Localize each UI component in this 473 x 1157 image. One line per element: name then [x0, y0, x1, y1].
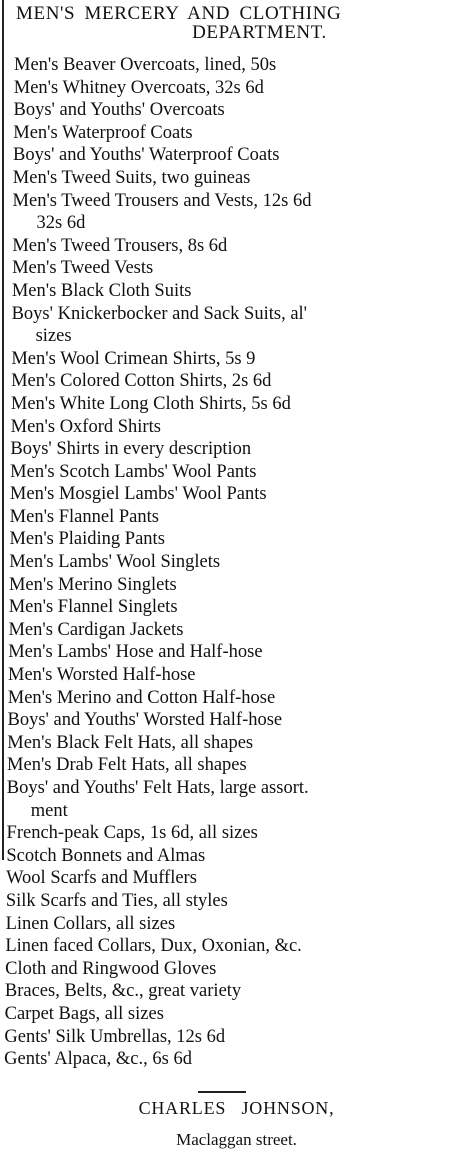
- list-item: [0, 596, 473, 619]
- list-item-text: Gents' Alpaca, &c., 6s 6d: [4, 1049, 192, 1070]
- list-item: [0, 845, 473, 868]
- list-item: [0, 77, 473, 100]
- list-item-text: Men's Black Cloth Suits: [11, 280, 192, 301]
- list-item-text: Carpet Bags, all sizes: [4, 1003, 164, 1024]
- list-item: [0, 687, 473, 710]
- list-item-text: Wool Scarfs and Mufflers: [6, 868, 197, 889]
- list-item: [0, 1026, 473, 1049]
- list-item: [0, 709, 473, 732]
- merchant-address: Maclaggan street.: [176, 1130, 297, 1149]
- advertisement-heading: [14, 4, 469, 42]
- list-item-text: Men's Scotch Lambs' Wool Pants: [10, 461, 257, 482]
- merchant-name: CHARLES JOHNSON,: [138, 1098, 335, 1118]
- list-item-text: Men's Wool Crimean Shirts, 5s 9: [11, 348, 256, 369]
- list-item: [0, 393, 473, 416]
- list-item: [0, 822, 473, 845]
- list-item-text: Men's Waterproof Coats: [13, 122, 193, 143]
- list-item: [0, 144, 473, 167]
- list-item: [0, 190, 473, 235]
- list-item-text: Gents' Silk Umbrellas, 12s 6d: [4, 1026, 226, 1047]
- list-item-text: Men's Whitney Overcoats, 32s 6d: [13, 77, 264, 98]
- list-item: [0, 980, 473, 1003]
- list-item-text: Men's Black Felt Hats, all shapes: [7, 732, 254, 753]
- list-item: [0, 890, 473, 913]
- list-item: [0, 483, 473, 506]
- list-item-continuation: 32s 6d: [36, 213, 86, 234]
- list-item-text: Men's Flannel Singlets: [8, 597, 178, 618]
- list-item: [0, 438, 473, 461]
- list-item: [0, 528, 473, 551]
- list-item: [0, 777, 473, 822]
- list-item-text: Men's Oxford Shirts: [10, 416, 161, 437]
- list-item-continuation: ment: [30, 800, 68, 821]
- list-item-text: Men's Tweed Trousers and Vests, 12s 6d: [12, 190, 312, 211]
- list-item: [0, 416, 473, 439]
- list-item-text: Men's Flannel Pants: [9, 506, 159, 527]
- list-item: [0, 370, 473, 393]
- list-item: [0, 122, 473, 145]
- list-item: [0, 99, 473, 122]
- list-item: [0, 506, 473, 529]
- list-item-text: Scotch Bonnets and Almas: [6, 845, 206, 866]
- list-item: [0, 348, 473, 371]
- list-item: [0, 935, 473, 958]
- list-item: [0, 551, 473, 574]
- list-item: [0, 54, 473, 77]
- list-item-text: Men's Lambs' Wool Singlets: [9, 552, 221, 573]
- list-item-text: Boys' and Youths' Waterproof Coats: [13, 145, 280, 166]
- list-item-text: Linen Collars, all sizes: [5, 913, 176, 934]
- list-item-text: Boys' Shirts in every description: [10, 439, 252, 460]
- list-item-text: Men's Plaiding Pants: [9, 529, 165, 550]
- heading-line-2: DEPARTMENT.: [192, 22, 327, 43]
- list-item: [0, 574, 473, 597]
- list-item-text: Men's Beaver Overcoats, lined, 50s: [14, 55, 277, 75]
- list-item-text: Boys' and Youths' Felt Hats, large assort.: [6, 778, 309, 798]
- list-item: [0, 1003, 473, 1026]
- list-item: [0, 280, 473, 303]
- list-item-text: Men's Tweed Suits, two guineas: [12, 167, 251, 188]
- list-item: [0, 641, 473, 664]
- list-item-text: Cloth and Ringwood Gloves: [5, 958, 217, 979]
- list-item: [0, 1048, 473, 1071]
- list-item-text: Linen faced Collars, Dux, Oxonian, &c.: [5, 936, 302, 957]
- list-item: [0, 958, 473, 981]
- list-item: [0, 461, 473, 484]
- list-item-text: Boys' Knickerbocker and Sack Suits, al': [11, 303, 308, 324]
- footer-rule: [198, 1091, 246, 1093]
- list-item-continuation: sizes: [35, 326, 72, 347]
- list-item-text: Men's Worsted Half-hose: [8, 665, 196, 686]
- merchandise-list: [0, 54, 473, 1071]
- list-item-text: Men's Drab Felt Hats, all shapes: [7, 755, 247, 776]
- list-item: [0, 913, 473, 936]
- heading-line-1: MEN'S MERCERY AND CLOTHING: [16, 3, 342, 24]
- list-item-text: Men's Merino Singlets: [8, 574, 177, 595]
- list-item-text: Men's Merino and Cotton Half-hose: [7, 687, 276, 708]
- list-item-text: Men's Lambs' Hose and Half-hose: [8, 642, 263, 663]
- list-item: [0, 754, 473, 777]
- list-item-text: Boys' and Youths' Overcoats: [13, 100, 225, 121]
- list-item-text: Men's Cardigan Jackets: [8, 619, 184, 640]
- list-item: [0, 664, 473, 687]
- list-item-text: Boys' and Youths' Worsted Half-hose: [7, 710, 283, 731]
- list-item-text: Men's Mosgiel Lambs' Wool Pants: [9, 484, 267, 505]
- list-item-text: Men's Tweed Vests: [12, 258, 154, 279]
- list-item-text: Braces, Belts, &c., great variety: [4, 981, 242, 1002]
- list-item-text: French-peak Caps, 1s 6d, all sizes: [6, 823, 258, 844]
- list-item-text: Men's Colored Cotton Shirts, 2s 6d: [11, 371, 272, 392]
- list-item: [0, 619, 473, 642]
- list-item: [0, 867, 473, 890]
- list-item-text: Men's White Long Cloth Shirts, 5s 6d: [10, 393, 291, 414]
- list-item: [0, 257, 473, 280]
- list-item: [0, 303, 473, 348]
- list-item: [0, 235, 473, 258]
- list-item-text: Silk Scarfs and Ties, all styles: [5, 890, 228, 911]
- list-item: [0, 732, 473, 755]
- list-item: [0, 167, 473, 190]
- list-item-text: Men's Tweed Trousers, 8s 6d: [12, 235, 228, 256]
